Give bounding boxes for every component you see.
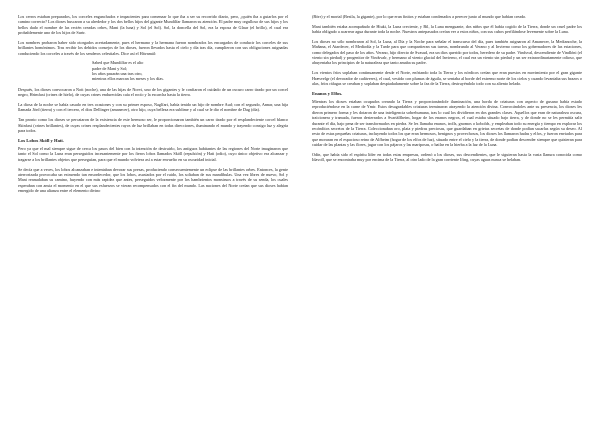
left-paragraph-7: Se decía que a veces, los lobos alcanzaban e intentaban devorar sus presas, produciendo consecuentemente un eclipse de las brillantes orbes. Entonces, la gente aterrorizada provocaba un estruendo tan ensordecedor, que los lobos, asustados por el ruido, los soltaban de sus mandíbulas. Una vez libres de nuevo, Sol y Mani reanudaban su camino, huyendo con más rapidez que antes, perseguidos velozmente por los hambrientos monstruos a través de su senda, los cuales esperaban con ansia el momento en el que sus esfuerzos se vieran recompensados con el fin del mundo. Las naciones del Norte creían que sus dioses habían emergido de una alianza entre el elemento divino — [18, 166, 288, 193]
right-paragraph-6: Odín, que había sido el espíritu líder en todas estas empresas, ordenó a los dioses, sus descendientes, que le siguieran hasta la vasta llanura conocida como Idavoll, que se encontraba muy por encima de la Tierra, al otro lado de la gran corriente Ifing, cuyas aguas nunca se helaban. — [312, 151, 582, 163]
left-paragraph-1: Los cerros estaban preparados, los corceles enganchados e impacientes para comenzar lo que iba a ser su recorrido diario, pero, ¿quién iba a guiarlos por el camino correcto? Los dioses buscaron a su alrededor y los dos bellos hijos del gigante Mundilfar llamaron su atención. El padre muy orgulloso de sus hijos y los bellos dado el nombre de las recién creadas orbes, Mani (la luna) y Sol (el Sol). Sol, la doncella del Sol, era la esposa de Glaur (el brillo), el cual era probablemente uno de los hijos de Surtr. — [18, 14, 288, 36]
left-paragraph-5: Tan pronto como los dioses se percataron de la existencia de este hermoso ser, le proporcionaron también un carro tirado por el resplandeciente corcel blanco Skinfaxi (crines brillantes), de cuyas crines resplandecientes rayos de luz brillaban en todas direcciones, iluminando el mundo y trayendo consigo luz y alegría para todos. — [18, 117, 288, 133]
left-paragraph-3: Después, los dioses convocaron a Nott (noche), una de las hijas de Norvi, uno de los gigantes y le confiaron el cuidado de un oscuro carro tirado por un corcel negro, Hrimfaxi (crines de hielo), de cuyas crines endurecidas caía el rocío y la escarcha hasta la tierra. — [18, 86, 288, 98]
right-paragraph-1: (Börr) y el mortal (Bestla, la gigante), por lo que eran finitos y estaban condenados a perecer junto al mundo que habían creado. — [312, 14, 527, 19]
verse-line-4: mientras ellos marcan los meses y los días. — [92, 76, 164, 82]
section-heading-wolves: Los Lobos Sköll y Hati. — [18, 137, 64, 143]
left-paragraph-6: Pero ya que el mal siempre sigue de cerca los pasos del bien con la intención de destruirlo, los antiguos habitantes de las regiones del Norte imaginaron que tanto el Sol como la Luna eran perseguidos incesantemente por los fieros lobos llamados Sköll (repulsión) y Hati (odio), cuyo único objetivo era alcanzar y tragarse a los brillantes objetos que perseguían, para que el mundo volviera así a estar envuelto en su oscuridad inicial. — [18, 146, 288, 162]
verse-line-1: Sabed que Mundilfar es el alto — [92, 60, 144, 66]
page-gutter — [300, 14, 301, 424]
left-paragraph-2: Los nombres probaron haber sido otorgados acertadamente, pues el hermano y la hermana fueron nombrados los encargados de conducir los corceles de sus brillantes homónimos. Tras recibir los debidos consejos de los dioses, fueron llevados hasta el cielo y día tras día, cumplieron con sus obligaciones asignadas conduciendo los corceles a través de los senderos celestiales. Dice así el Hávamál: — [18, 39, 288, 56]
right-paragraph-5: Mientras los dioses estaban ocupados creando la Tierra y proporcionándole iluminación, una horda de criaturas con aspecto de gusano había estado reproduciéndose en la carne de Ymir. Estos desagradables criaturas terminaron atrayendo la atención divina. Convocándoles ante su presencia, los dioses les dieron primero forma y les dotaron de una inteligencia sobrehumana, tras lo cual los dividieron en dos grandes clases. Aquellos que eran de naturaleza oscura, traicionera y tramada, fueron desterrados a Svartálfheim, hogar de los enanos negros, el cual estaba situado bajo tierra, y de donde no se les permitía salir durante el día, bajo pena de ser transformados en piedra. Se les llamaba enanos, trolls, gnomos o kobolds, y empleaban todo su energía y tiempo en explorar los recónditos secretos de la Tierra. Coleccionaban oro, plata y piedras preciosas, que guardaban en grietas secretas de donde podían sacarlas según su deseo. Al resto de estas pequeñas criaturas, incluyendo todos los que eran hermosos, benignos y provechosos, los dioses los llamaron hadas y elfos, y fueron enviados para que moraran en el espacioso reino de Alfheim (hogar de los elfos de luz), situado entre el cielo y la tierra, de donde podían descender siempre que quisieran para cuidar de las plantas y las flores, jugar con los pájaros y las mariposas, o bailar en la hierba a la luz de la Luna. — [312, 99, 582, 147]
right-paragraph-2: Mani también estaba acompañado de Hiuki, la Luna creciente, y Bil, la Luna menguante, dos niños que él había cogido de la Tierra, donde un cruel padre los había obligado a acarrear agua durante toda la noche. Nuestros antepasados creían ver a estos niños, con sus cubos perfilándose levemente sobre la Luna. — [312, 23, 582, 35]
verse-line-2: padre de Mani y Sol; — [92, 65, 128, 71]
right-paragraph-4: Los vientos fríos soplaban continuamente desde el Norte, enfriando toda la Tierra y los nórdicos creían que eran puestos en movimiento por el gran gigante Hræsvelgr (el devorador de cadáveres), el cual, vestido con plumas de águila, se sentaba al borde del extremo norte de los cielos y cuando levantaba sus brazos o alas, fríos ráfagas se creaban y soplaban despiadadamente sobre la faz de la Tierra, destruyéndolo todo con su aliento helado. — [312, 70, 582, 86]
left-page — [18, 14, 288, 424]
right-paragraph-3: Los dioses no sólo nombraron al Sol, la Luna, al Día y la Noche para señalar el transcurso del día, pues también asignaron al Amanecer, la Medianoche, la Mañana, el Atardecer, el Mediodía y la Tarde para que compartieran sus tareas, nombrando al Verano y al Invierno como los gobernadores de las estaciones, como delegados del paso de los años. Verano, hijo directo de Svasud, era un dios querido por todos, heredero de su padre. Vindsval, descendiente de Vindlóni (el viento sin piedad) y progenitor de Vindsvalr, y hermano al viento glacial del Invierno, el cual era un viento sin piedad y un ser extraordinariamente odioso, que ahuyentaba los principios de la naturaleza que tanto amaba su padre. — [312, 39, 582, 66]
section-heading-dwarves-elves: Enanos y Elfos. — [312, 90, 343, 96]
left-paragraph-4: La diosa de la noche se había casado en tres ocasiones y con su primer esposo, Naglfari, había tenido un hijo de nombre Aud; con el segundo, Annar, una hija llamada Jörd (tierra) y con el tercero, el dios Dellinger (amanecer), otro hijo, cuya belleza era sublime y al cual se le dio el nombre de Dag (día). — [18, 101, 288, 113]
right-page — [312, 14, 582, 424]
poem-verse — [92, 60, 288, 81]
verse-line-3: los años pasarán una tras otro, — [92, 71, 143, 77]
